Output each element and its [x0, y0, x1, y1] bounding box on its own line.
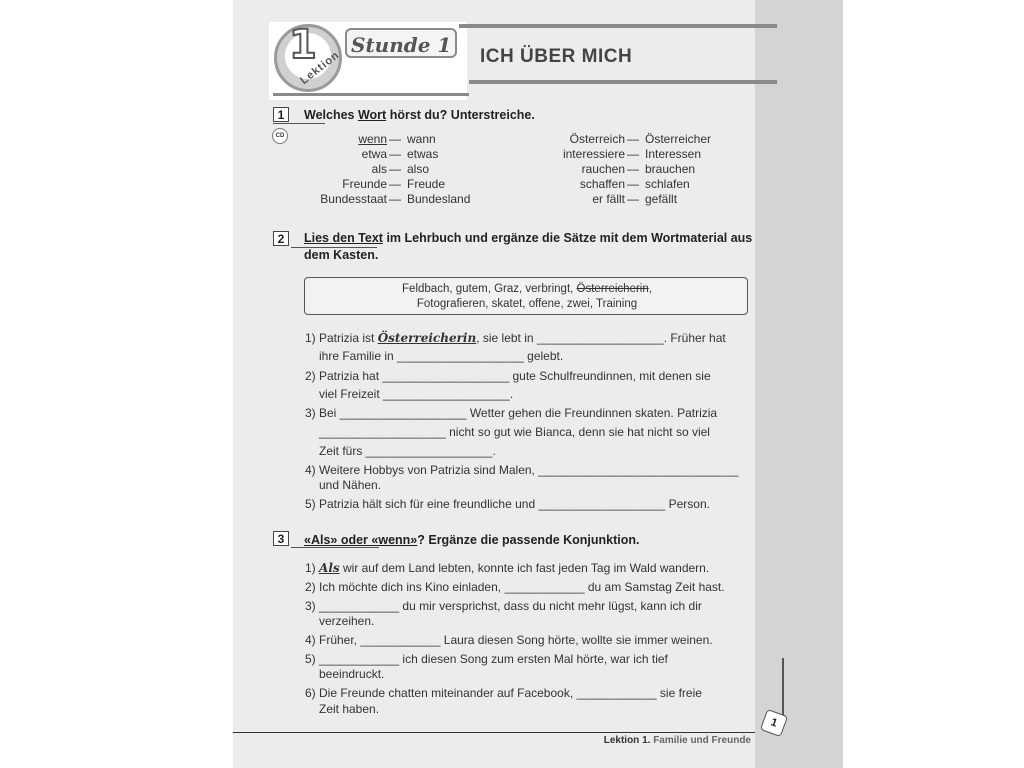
ex1-right-dash-5: — — [627, 192, 639, 206]
ex3-sentence-4: 4) Früher, ____________ Laura diesen Song hörte, wollte sie immer weinen. — [305, 633, 713, 647]
ex3-sentence-5b: beeindruckt. — [319, 667, 385, 681]
ex2-sentence-1a: 1) Patrizia ist Österreicherin, sie lebt in ___________________. Früher hat — [305, 331, 726, 345]
ex1-left-a-4: Freunde — [342, 177, 387, 191]
ex1-right-b-3: brauchen — [645, 162, 696, 176]
ex1-right-a-4: schaffen — [579, 177, 625, 191]
header-rule-left — [273, 93, 469, 96]
ex1-left-a-2: etwa — [361, 147, 387, 161]
exercise-2-instruction-line-1: Lies den Text im Lehrbuch und ergänze die Sätze mit dem Wortmaterial aus — [304, 231, 753, 245]
ex1-left-b-5: Bundesland — [407, 192, 471, 206]
lesson-badge-label: Lektion — [298, 49, 342, 87]
ex3-sentence-3b: verzeihen. — [319, 614, 375, 628]
ex1-left-a-5: Bundesstaat — [320, 192, 387, 206]
page-number-badge: 1 — [760, 709, 788, 737]
word-box-line-2: Fotografieren, skatet, offene, zwei, Training — [416, 298, 638, 310]
ex3-sentence-6b: Zeit haben. — [319, 702, 380, 716]
exercise-2-instruction-line-2: dem Kasten. — [304, 248, 379, 262]
page-margin-strip — [755, 0, 843, 768]
ex2-sentence-2a: 2) Patrizia hat ___________________ gute Schulfreundinnen, mit denen sie — [305, 369, 711, 383]
ex1-right-b-1: Österreicher — [645, 132, 712, 146]
exercise-1-number: 1 — [273, 107, 289, 122]
ex1-left-a-1: wenn — [358, 132, 387, 146]
ex1-left-dash-5: — — [389, 192, 401, 206]
exercise-1-instruction: Welches Wort hörst du? Unterstreiche. — [304, 108, 535, 122]
ex1-left-a-3: als — [371, 162, 387, 176]
stunde-label: Stunde 1 — [351, 33, 452, 57]
ex2-sentence-1b: ihre Familie in ___________________ gelebt. — [319, 349, 564, 363]
ex1-right-b-5: gefällt — [645, 192, 678, 206]
ex1-right-a-5: er fällt — [592, 192, 625, 206]
header-rule-top — [459, 24, 777, 28]
ex2-sentence-4b: und Nähen. — [319, 478, 382, 492]
footer-caption: Lektion 1. Familie und Freunde — [603, 735, 751, 746]
ex1-left-dash-4: — — [389, 177, 401, 191]
ex3-sentence-5a: 5) ____________ ich diesen Song zum ersten Mal hörte, war ich tief — [305, 652, 668, 666]
ex2-sentence-3a: 3) Bei ___________________ Wetter gehen die Freundinnen skaten. Patrizia — [305, 406, 718, 420]
ex2-sentence-5: 5) Patrizia hält sich für eine freundliche und ___________________ Person. — [305, 497, 710, 511]
ex1-right-dash-2: — — [627, 147, 639, 161]
margin-bracket — [782, 658, 784, 720]
header-rule-bottom — [469, 80, 777, 84]
ex1-left-dash-1: — — [389, 132, 401, 146]
ex1-right-a-3: rauchen — [581, 162, 625, 176]
ex2-sentence-3c: Zeit fürs ___________________. — [319, 444, 496, 458]
ex1-left-b-3: also — [407, 162, 430, 176]
ex1-right-dash-3: — — [627, 162, 639, 176]
ex1-left-dash-3: — — [389, 162, 401, 176]
ex1-right-dash-4: — — [627, 177, 639, 191]
ex3-sentence-3a: 3) ____________ du mir versprichst, dass du nicht mehr lügst, kann ich dir — [305, 599, 702, 613]
ex2-sentence-4a: 4) Weitere Hobbys von Patrizia sind Malen, ______________________________ — [305, 463, 739, 477]
ex3-sentence-2: 2) Ich möchte dich ins Kino einladen, ____________ du am Samstag Zeit hast. — [305, 580, 725, 594]
ex1-right-b-2: Interessen — [645, 147, 702, 161]
ex1-right-b-4: schlafen — [645, 177, 690, 191]
ex1-right-a-2: interessiere — [562, 147, 625, 161]
lesson-badge-number: 1 — [289, 22, 317, 68]
page-title: ICH ÜBER MICH — [480, 46, 633, 67]
ex1-right-dash-1: — — [627, 132, 639, 146]
exercise-2-number: 2 — [273, 231, 289, 246]
ex2-sentence-2b: viel Freizeit ___________________. — [319, 387, 514, 401]
ex1-right-a-1: Österreich — [569, 132, 625, 146]
ex3-sentence-1: 1) Als wir auf dem Land lebten, konnte ich fast jeden Tag im Wald wandern. — [305, 561, 710, 575]
workbook-page — [233, 0, 843, 768]
ex2-sentence-3b: ___________________ nicht so gut wie Bianca, denn sie hat nicht so viel — [319, 425, 710, 439]
audio-cd-icon[interactable]: CD — [272, 128, 288, 144]
word-box-line-1: Feldbach, gutem, Graz, verbringt, Österreicherin, — [402, 283, 652, 295]
exercise-3-number: 3 — [273, 531, 289, 546]
ex1-left-b-1: wann — [407, 132, 436, 146]
footer-rule — [233, 732, 755, 733]
exercise-3-instruction: «Als» oder «wenn»? Ergänze die passende Konjunktion. — [304, 533, 640, 547]
ex3-sentence-6a: 6) Die Freunde chatten miteinander auf Facebook, ____________ sie freie — [305, 686, 702, 700]
word-box — [304, 277, 748, 315]
ex1-left-dash-2: — — [389, 147, 401, 161]
ex1-left-b-2: etwas — [407, 147, 439, 161]
ex1-left-b-4: Freude — [407, 177, 446, 191]
